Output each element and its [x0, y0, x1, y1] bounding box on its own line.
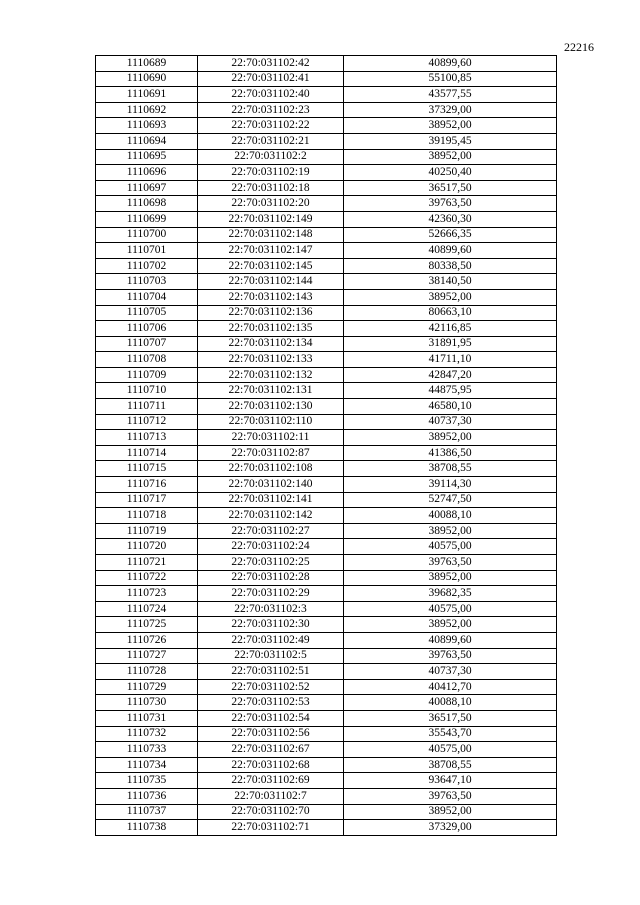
- table-row: [96, 555, 557, 571]
- page-number: 22216: [564, 40, 594, 54]
- table-row: [96, 679, 557, 695]
- cadastral-number-cell: 22:70:031102:41: [198, 71, 344, 87]
- table-row: [96, 336, 557, 352]
- cadastral-number-cell: 22:70:031102:140: [198, 477, 344, 493]
- row-number-cell: 1110728: [96, 664, 198, 680]
- row-number-cell: 1110699: [96, 211, 198, 227]
- row-number-cell: 1110734: [96, 757, 198, 773]
- table-row: [96, 710, 557, 726]
- cadastral-number-cell: 22:70:031102:27: [198, 523, 344, 539]
- cadastral-number-cell: 22:70:031102:70: [198, 804, 344, 820]
- value-cell: 31891,95: [344, 336, 557, 352]
- cadastral-number-cell: 22:70:031102:147: [198, 243, 344, 259]
- row-number-cell: 1110713: [96, 430, 198, 446]
- row-number-cell: 1110711: [96, 399, 198, 415]
- value-cell: 39763,50: [344, 788, 557, 804]
- row-number-cell: 1110723: [96, 586, 198, 602]
- cadastral-number-cell: 22:70:031102:18: [198, 180, 344, 196]
- cadastral-number-cell: 22:70:031102:52: [198, 679, 344, 695]
- value-cell: 36517,50: [344, 180, 557, 196]
- row-number-cell: 1110737: [96, 804, 198, 820]
- cadastral-number-cell: 22:70:031102:67: [198, 742, 344, 758]
- value-cell: 46580,10: [344, 399, 557, 415]
- table-row: [96, 617, 557, 633]
- table-row: [96, 321, 557, 337]
- value-cell: 37329,00: [344, 820, 557, 836]
- value-cell: 42360,30: [344, 211, 557, 227]
- value-cell: 42847,20: [344, 367, 557, 383]
- value-cell: 80663,10: [344, 305, 557, 321]
- cadastral-number-cell: 22:70:031102:148: [198, 227, 344, 243]
- cadastral-number-cell: 22:70:031102:24: [198, 539, 344, 555]
- cadastral-number-cell: 22:70:031102:144: [198, 274, 344, 290]
- cadastral-number-cell: 22:70:031102:87: [198, 445, 344, 461]
- row-number-cell: 1110697: [96, 180, 198, 196]
- row-number-cell: 1110719: [96, 523, 198, 539]
- value-cell: 38952,00: [344, 430, 557, 446]
- table-row: [96, 71, 557, 87]
- cadastral-number-cell: 22:70:031102:131: [198, 383, 344, 399]
- cadastral-number-cell: 22:70:031102:40: [198, 87, 344, 103]
- value-cell: 52666,35: [344, 227, 557, 243]
- value-cell: 38952,00: [344, 523, 557, 539]
- cadastral-number-cell: 22:70:031102:5: [198, 648, 344, 664]
- row-number-cell: 1110700: [96, 227, 198, 243]
- cadastral-number-cell: 22:70:031102:22: [198, 118, 344, 134]
- row-number-cell: 1110730: [96, 695, 198, 711]
- value-cell: 40088,10: [344, 508, 557, 524]
- table-row: [96, 773, 557, 789]
- cadastral-number-cell: 22:70:031102:71: [198, 820, 344, 836]
- cadastral-number-cell: 22:70:031102:134: [198, 336, 344, 352]
- table-row: [96, 586, 557, 602]
- value-cell: 41386,50: [344, 445, 557, 461]
- cadastral-number-cell: 22:70:031102:7: [198, 788, 344, 804]
- table-row: [96, 726, 557, 742]
- row-number-cell: 1110729: [96, 679, 198, 695]
- table-row: [96, 165, 557, 181]
- value-cell: 40250,40: [344, 165, 557, 181]
- table-row: [96, 196, 557, 212]
- row-number-cell: 1110692: [96, 102, 198, 118]
- table-row: [96, 445, 557, 461]
- value-cell: 38708,55: [344, 461, 557, 477]
- row-number-cell: 1110706: [96, 321, 198, 337]
- cadastral-number-cell: 22:70:031102:2: [198, 149, 344, 165]
- table-row: [96, 180, 557, 196]
- table-row: [96, 695, 557, 711]
- table-row: [96, 258, 557, 274]
- cadastral-number-cell: 22:70:031102:25: [198, 555, 344, 571]
- row-number-cell: 1110690: [96, 71, 198, 87]
- value-cell: 39763,50: [344, 648, 557, 664]
- value-cell: 43577,55: [344, 87, 557, 103]
- table-row: [96, 788, 557, 804]
- value-cell: 38952,00: [344, 804, 557, 820]
- cadastral-number-cell: 22:70:031102:141: [198, 492, 344, 508]
- value-cell: 40575,00: [344, 539, 557, 555]
- cadastral-number-cell: 22:70:031102:19: [198, 165, 344, 181]
- cadastral-number-cell: 22:70:031102:56: [198, 726, 344, 742]
- row-number-cell: 1110727: [96, 648, 198, 664]
- cadastral-number-cell: 22:70:031102:49: [198, 632, 344, 648]
- table-row: [96, 352, 557, 368]
- table-row: [96, 243, 557, 259]
- value-cell: 38952,00: [344, 617, 557, 633]
- table-row: [96, 274, 557, 290]
- cadastral-number-cell: 22:70:031102:143: [198, 289, 344, 305]
- row-number-cell: 1110704: [96, 289, 198, 305]
- table-row: [96, 118, 557, 134]
- row-number-cell: 1110708: [96, 352, 198, 368]
- value-cell: 40088,10: [344, 695, 557, 711]
- cadastral-number-cell: 22:70:031102:20: [198, 196, 344, 212]
- table-row: [96, 742, 557, 758]
- value-cell: 39763,50: [344, 196, 557, 212]
- value-cell: 40737,30: [344, 664, 557, 680]
- cadastral-number-cell: 22:70:031102:68: [198, 757, 344, 773]
- value-cell: 38952,00: [344, 149, 557, 165]
- row-number-cell: 1110707: [96, 336, 198, 352]
- value-cell: 40899,60: [344, 632, 557, 648]
- row-number-cell: 1110733: [96, 742, 198, 758]
- table-row: [96, 133, 557, 149]
- row-number-cell: 1110709: [96, 367, 198, 383]
- row-number-cell: 1110689: [96, 56, 198, 72]
- cadastral-number-cell: 22:70:031102:133: [198, 352, 344, 368]
- cadastral-number-cell: 22:70:031102:130: [198, 399, 344, 415]
- row-number-cell: 1110715: [96, 461, 198, 477]
- value-cell: 39763,50: [344, 555, 557, 571]
- row-number-cell: 1110701: [96, 243, 198, 259]
- cadastral-number-cell: 22:70:031102:3: [198, 601, 344, 617]
- registry-table: [95, 55, 557, 836]
- value-cell: 41711,10: [344, 352, 557, 368]
- table-row: [96, 149, 557, 165]
- row-number-cell: 1110710: [96, 383, 198, 399]
- table-row: [96, 430, 557, 446]
- value-cell: 38952,00: [344, 118, 557, 134]
- table-row: [96, 461, 557, 477]
- row-number-cell: 1110726: [96, 632, 198, 648]
- value-cell: 39114,30: [344, 477, 557, 493]
- table-row: [96, 87, 557, 103]
- cadastral-number-cell: 22:70:031102:21: [198, 133, 344, 149]
- table-row: [96, 414, 557, 430]
- cadastral-number-cell: 22:70:031102:53: [198, 695, 344, 711]
- cadastral-number-cell: 22:70:031102:29: [198, 586, 344, 602]
- cadastral-number-cell: 22:70:031102:145: [198, 258, 344, 274]
- row-number-cell: 1110712: [96, 414, 198, 430]
- table-row: [96, 601, 557, 617]
- value-cell: 40575,00: [344, 742, 557, 758]
- value-cell: 36517,50: [344, 710, 557, 726]
- table-row: [96, 399, 557, 415]
- value-cell: 38952,00: [344, 289, 557, 305]
- cadastral-number-cell: 22:70:031102:23: [198, 102, 344, 118]
- table-row: [96, 523, 557, 539]
- table-row: [96, 227, 557, 243]
- table-row: [96, 539, 557, 555]
- row-number-cell: 1110691: [96, 87, 198, 103]
- row-number-cell: 1110694: [96, 133, 198, 149]
- value-cell: 38140,50: [344, 274, 557, 290]
- row-number-cell: 1110738: [96, 820, 198, 836]
- cadastral-number-cell: 22:70:031102:54: [198, 710, 344, 726]
- row-number-cell: 1110695: [96, 149, 198, 165]
- value-cell: 40412,70: [344, 679, 557, 695]
- cadastral-number-cell: 22:70:031102:132: [198, 367, 344, 383]
- row-number-cell: 1110735: [96, 773, 198, 789]
- table-row: [96, 804, 557, 820]
- value-cell: 37329,00: [344, 102, 557, 118]
- row-number-cell: 1110736: [96, 788, 198, 804]
- value-cell: 35543,70: [344, 726, 557, 742]
- table-row: [96, 56, 557, 72]
- row-number-cell: 1110722: [96, 570, 198, 586]
- row-number-cell: 1110696: [96, 165, 198, 181]
- row-number-cell: 1110720: [96, 539, 198, 555]
- table-row: [96, 211, 557, 227]
- cadastral-number-cell: 22:70:031102:135: [198, 321, 344, 337]
- value-cell: 40575,00: [344, 601, 557, 617]
- value-cell: 38708,55: [344, 757, 557, 773]
- table-body: [96, 56, 557, 836]
- cadastral-number-cell: 22:70:031102:136: [198, 305, 344, 321]
- table-row: [96, 289, 557, 305]
- row-number-cell: 1110705: [96, 305, 198, 321]
- row-number-cell: 1110721: [96, 555, 198, 571]
- table-row: [96, 383, 557, 399]
- table-row: [96, 757, 557, 773]
- value-cell: 52747,50: [344, 492, 557, 508]
- row-number-cell: 1110724: [96, 601, 198, 617]
- table-row: [96, 477, 557, 493]
- row-number-cell: 1110731: [96, 710, 198, 726]
- table-row: [96, 632, 557, 648]
- row-number-cell: 1110725: [96, 617, 198, 633]
- value-cell: 40899,60: [344, 243, 557, 259]
- row-number-cell: 1110716: [96, 477, 198, 493]
- cadastral-number-cell: 22:70:031102:110: [198, 414, 344, 430]
- table-row: [96, 305, 557, 321]
- table-row: [96, 508, 557, 524]
- value-cell: 93647,10: [344, 773, 557, 789]
- table-row: [96, 367, 557, 383]
- row-number-cell: 1110693: [96, 118, 198, 134]
- cadastral-number-cell: 22:70:031102:51: [198, 664, 344, 680]
- cadastral-number-cell: 22:70:031102:108: [198, 461, 344, 477]
- value-cell: 39195,45: [344, 133, 557, 149]
- cadastral-number-cell: 22:70:031102:30: [198, 617, 344, 633]
- value-cell: 40899,60: [344, 56, 557, 72]
- cadastral-number-cell: 22:70:031102:11: [198, 430, 344, 446]
- cadastral-number-cell: 22:70:031102:69: [198, 773, 344, 789]
- cadastral-number-cell: 22:70:031102:149: [198, 211, 344, 227]
- cadastral-number-cell: 22:70:031102:42: [198, 56, 344, 72]
- cadastral-number-cell: 22:70:031102:142: [198, 508, 344, 524]
- table-row: [96, 492, 557, 508]
- row-number-cell: 1110718: [96, 508, 198, 524]
- row-number-cell: 1110714: [96, 445, 198, 461]
- table-row: [96, 820, 557, 836]
- value-cell: 39682,35: [344, 586, 557, 602]
- table-row: [96, 664, 557, 680]
- table-row: [96, 648, 557, 664]
- row-number-cell: 1110717: [96, 492, 198, 508]
- value-cell: 80338,50: [344, 258, 557, 274]
- value-cell: 42116,85: [344, 321, 557, 337]
- row-number-cell: 1110703: [96, 274, 198, 290]
- value-cell: 40737,30: [344, 414, 557, 430]
- cadastral-number-cell: 22:70:031102:28: [198, 570, 344, 586]
- value-cell: 38952,00: [344, 570, 557, 586]
- row-number-cell: 1110698: [96, 196, 198, 212]
- value-cell: 44875,95: [344, 383, 557, 399]
- table-row: [96, 102, 557, 118]
- value-cell: 55100,85: [344, 71, 557, 87]
- row-number-cell: 1110732: [96, 726, 198, 742]
- table-row: [96, 570, 557, 586]
- row-number-cell: 1110702: [96, 258, 198, 274]
